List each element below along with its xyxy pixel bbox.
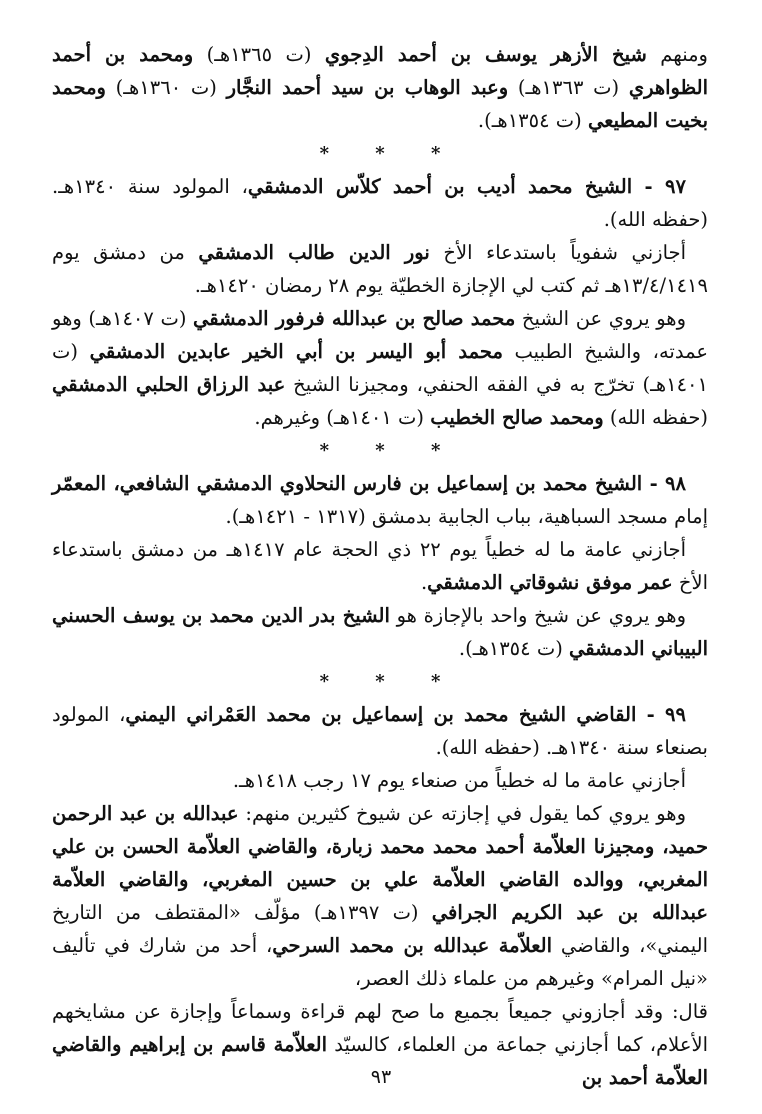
bold-name-text: وعبد الوهاب بن سيد أحمد النجَّار <box>226 76 509 99</box>
text-run: وهو يروي عن الشيخ <box>515 307 686 330</box>
bold-name-text: ومحمد صالح الخطيب <box>430 406 604 429</box>
text-run: أجازني عامة ما له خطياً من صنعاء يوم ١٧ رجب ١٤١٨هـ. <box>232 769 686 792</box>
section-separator: * * * <box>319 671 461 692</box>
text-run: وهو يروي كما يقول في إجازته عن شيوخ كثيرين منهم: <box>238 802 686 825</box>
bold-name-text: عبد الرزاق الحلبي الدمشقي <box>52 373 286 396</box>
text-run: (ت ١٣٥٤هـ). <box>477 109 588 132</box>
text-run: (ت ١٣٦٠هـ) <box>105 76 227 99</box>
section-separator: * * * <box>319 440 461 461</box>
text-run: (حفظه الله) <box>603 406 708 429</box>
text-run: (ت ١٣٦٥هـ) <box>193 43 325 66</box>
bold-name-text: العلاّمة قاسم بن إبراهيم والقاضي العلاّمة أحمد بن <box>52 1033 708 1089</box>
paragraph <box>52 467 708 533</box>
text-run: (ت ١٣٥٤هـ). <box>458 637 570 660</box>
page-body <box>52 38 708 1094</box>
bold-name-text: ومحمد بن أحمد الظواهري <box>52 43 708 99</box>
text-run: ، أحد من شارك في تأليف «نيل المرام» وغيرهم من علماء ذلك العصر، <box>52 934 708 990</box>
bold-name-text: شيخ الأزهر يوسف بن أحمد الدِجوي <box>324 43 647 66</box>
paragraph <box>52 764 708 797</box>
paragraph <box>52 533 708 599</box>
paragraph <box>52 302 708 434</box>
paragraph <box>52 170 708 236</box>
text-run: أجازني شفوياً باستدعاء الأخ <box>429 241 686 264</box>
text-run: (ت ١٤٠١هـ) وغيرهم. <box>254 406 431 429</box>
bold-name-text: ومحمد بخيت المطيعي <box>52 76 708 132</box>
text-run: ومنهم <box>646 43 708 66</box>
bold-name-text: عبدالله بن عبد الرحمن حميد، ومجيزنا العلاّمة أحمد محمد محمد زبارة، والقاضي العلاّمة الحسن بن علي المغربي، ووالده القاضي العلاّمة علي بن حسين المغربي، والقاضي العلاّمة عبدالله بن عبد الكريم الجرافي <box>52 802 708 924</box>
text-run: (ت ١٣٦٣هـ) <box>508 76 629 99</box>
bold-name-text: محمد صالح بن عبدالله فرفور الدمشقي <box>193 307 516 330</box>
paragraph <box>52 38 708 137</box>
bold-name-text: نور الدين طالب الدمشقي <box>198 241 430 264</box>
text-run: قال: وقد أجازوني جميعاً بجميع ما صح لهم قراءة وسماعاً وإجازة عن مشايخهم الأعلام، كما أجازني جماعة من العلماء، كالسيّد <box>52 1000 708 1056</box>
text-run: أجازني عامة ما له خطياً يوم ٢٢ ذي الحجة عام ١٤١٧هـ من دمشق باستدعاء الأخ <box>52 538 708 594</box>
bold-name-text: العلاّمة عبدالله بن محمد السرحي <box>272 934 553 957</box>
bold-name-text: ٩٧ - الشيخ محمد أديب بن أحمد كلاّس الدمشقي <box>247 175 686 198</box>
text-run: (ت ١٤٠١هـ) تخرّج به في الفقه الحنفي، ومجيزنا الشيخ <box>52 340 709 396</box>
text-run: (ت ١٤٠٧هـ) وهو عمدته، والشيخ الطبيب <box>52 307 709 363</box>
text-run: (ت ١٣٩٧هـ) مؤلّف «المقتطف من التاريخ اليمني»، والقاضي <box>52 901 708 957</box>
bold-name-text: محمد أبو اليسر بن أبي الخير عابدين الدمشقي <box>89 340 503 363</box>
text-run: ، المولود بصنعاء سنة ١٣٤٠هـ. (حفظه الله). <box>52 703 708 759</box>
paragraph <box>52 599 708 665</box>
bold-name-text: ٩٩ - القاضي الشيخ محمد بن إسماعيل بن محمد العَمْراني اليمني <box>125 703 686 726</box>
section-separator: * * * <box>319 143 461 164</box>
text-run: من دمشق يوم ١٣/٤/١٤١٩هـ ثم كتب لي الإجازة الخطيّة يوم ٢٨ رمضان ١٤٢٠هـ. <box>52 241 708 297</box>
paragraph <box>52 236 708 302</box>
page-number: ٩٣ <box>370 1066 392 1088</box>
bold-name-text: عمر موفق نشوقاتي الدمشقي <box>427 571 673 594</box>
text-run: . <box>420 571 428 594</box>
text-run: إمام مسجد السباهية، بباب الجابية بدمشق (١٣١٧ - ١٤٢١هـ). <box>225 505 708 528</box>
text-run: ، المولود سنة ١٣٤٠هـ. (حفظه الله). <box>52 175 708 231</box>
bold-name-text: ٩٨ - الشيخ محمد بن إسماعيل بن فارس النحلاوي الدمشقي الشافعي، المعمّر <box>52 472 686 495</box>
paragraph <box>52 797 708 995</box>
paragraph <box>52 698 708 764</box>
bold-name-text: الشيخ بدر الدين محمد بن يوسف الحسني البيباني الدمشقي <box>52 604 708 660</box>
text-run: وهو يروي عن شيخ واحد بالإجازة هو <box>389 604 686 627</box>
